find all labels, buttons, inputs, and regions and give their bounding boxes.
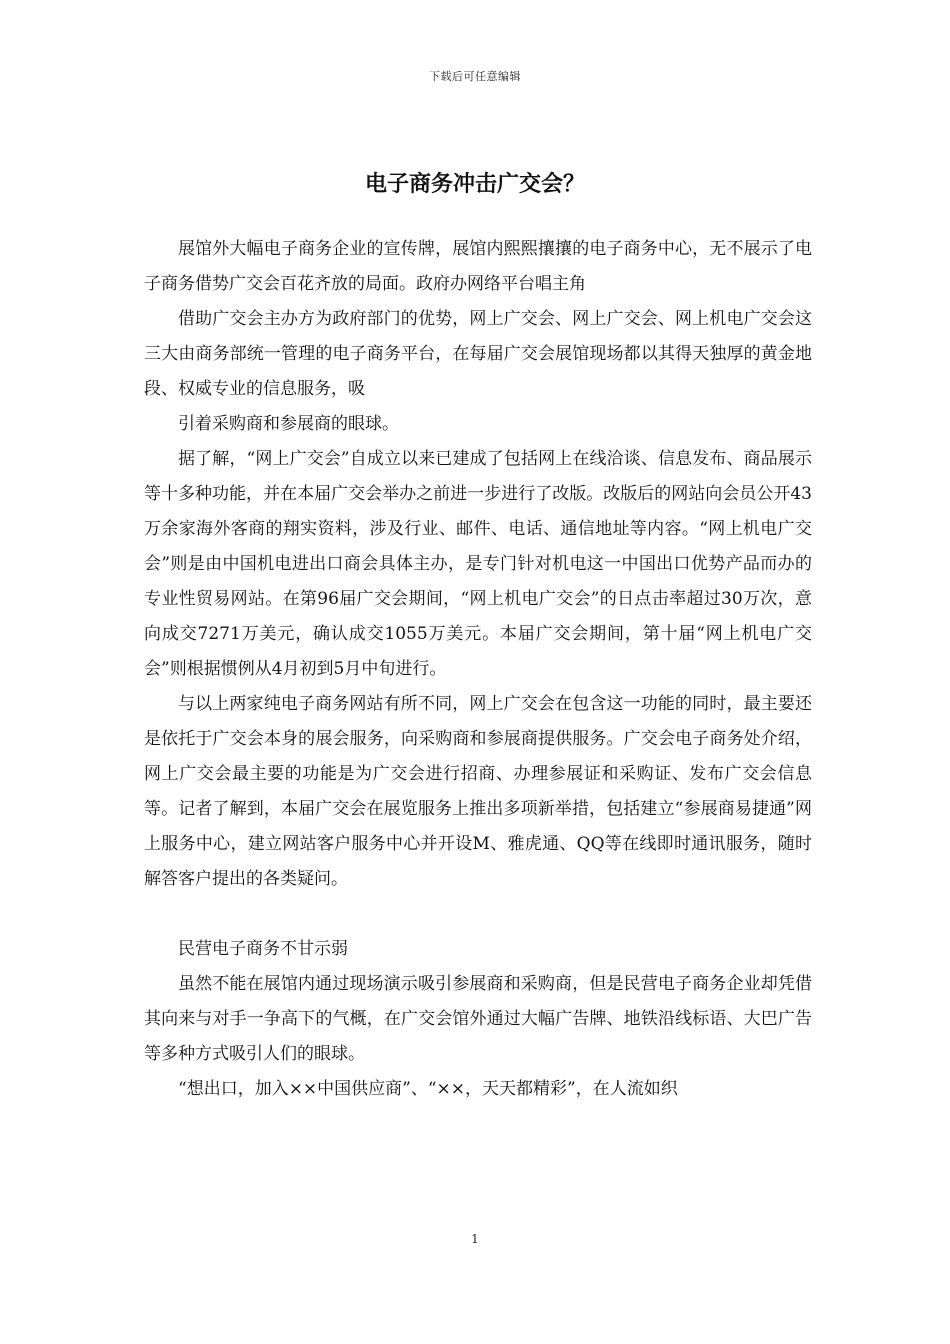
document-title: 电子商务冲击广交会？ bbox=[364, 171, 585, 197]
paragraph-online-canton-fair: 据了解，“网上广交会”自成立以来已建成了包括网上在线洽谈、信息发布、商品展示等十多种功能，并在本届广交会举办之前进一步进行了改版。改版后的网站向会员公开43万余家海外客商的翔实资料，涉及行业、邮件、电话、通信地址等内容。“网上机电广交会”则是由中国机电进出口商会具体主办，是专门针对机电这一中国出口优势产品而办的专业性贸易网站。在第96届广交会期间，“网上机电广交会”的日点击率超过30万次，意向成交7271万美元，确认成交1055万美元。本届广交会期间，第十届“网上机电广交会”则根据惯例从4月初到5月中旬进行。 bbox=[144, 449, 812, 679]
header-note: 下载后可任意编辑 bbox=[429, 70, 521, 83]
page-number: 1 bbox=[471, 1232, 479, 1246]
paragraph-intro: 展馆外大幅电子商务企业的宣传牌，展馆内熙熙攘攘的电子商务中心，无不展示了电子商务借势广交会百花齐放的局面。政府办网络平台唱主角 bbox=[144, 239, 812, 294]
paragraph-government-platforms: 借助广交会主办方为政府部门的优势，网上广交会、网上广交会、网上机电广交会这三大由商务部统一管理的电子商务平台，在每届广交会展馆现场都以其得天独厚的黄金地段、权威专业的信息服务，吸 bbox=[144, 309, 812, 399]
document-body bbox=[144, 232, 812, 1107]
paragraph-private-ecommerce: 虽然不能在展馆内通过现场演示吸引参展商和采购商，但是民营电子商务企业却凭借其向来与对手一争高下的气概，在广交会馆外通过大幅广告牌、地铁沿线标语、大巴广告等多种方式吸引人们的眼球。 bbox=[144, 974, 812, 1064]
paragraph-eyeball: 引着采购商和参展商的眼球。 bbox=[178, 414, 399, 434]
paragraph-fair-services: 与以上两家纯电子商务网站有所不同，网上广交会在包含这一功能的同时，最主要还是依托于广交会本身的展会服务，向采购商和参展商提供服务。广交会电子商务处介绍，网上广交会最主要的功能是为广交会进行招商、办理参展证和采购证、发布广交会信息等。记者了解到，本届广交会在展览服务上推出多项新举措，包括建立“参展商易捷通”网上服务中心，建立网站客户服务中心并开设M、雅虎通、QQ等在线即时通讯服务，随时解答客户提出的各类疑问。 bbox=[144, 694, 812, 889]
section-heading: 民营电子商务不甘示弱 bbox=[178, 939, 348, 959]
paragraph-slogans: “想出口，加入××中国供应商”、“××，天天都精彩”，在人流如织 bbox=[178, 1079, 678, 1099]
